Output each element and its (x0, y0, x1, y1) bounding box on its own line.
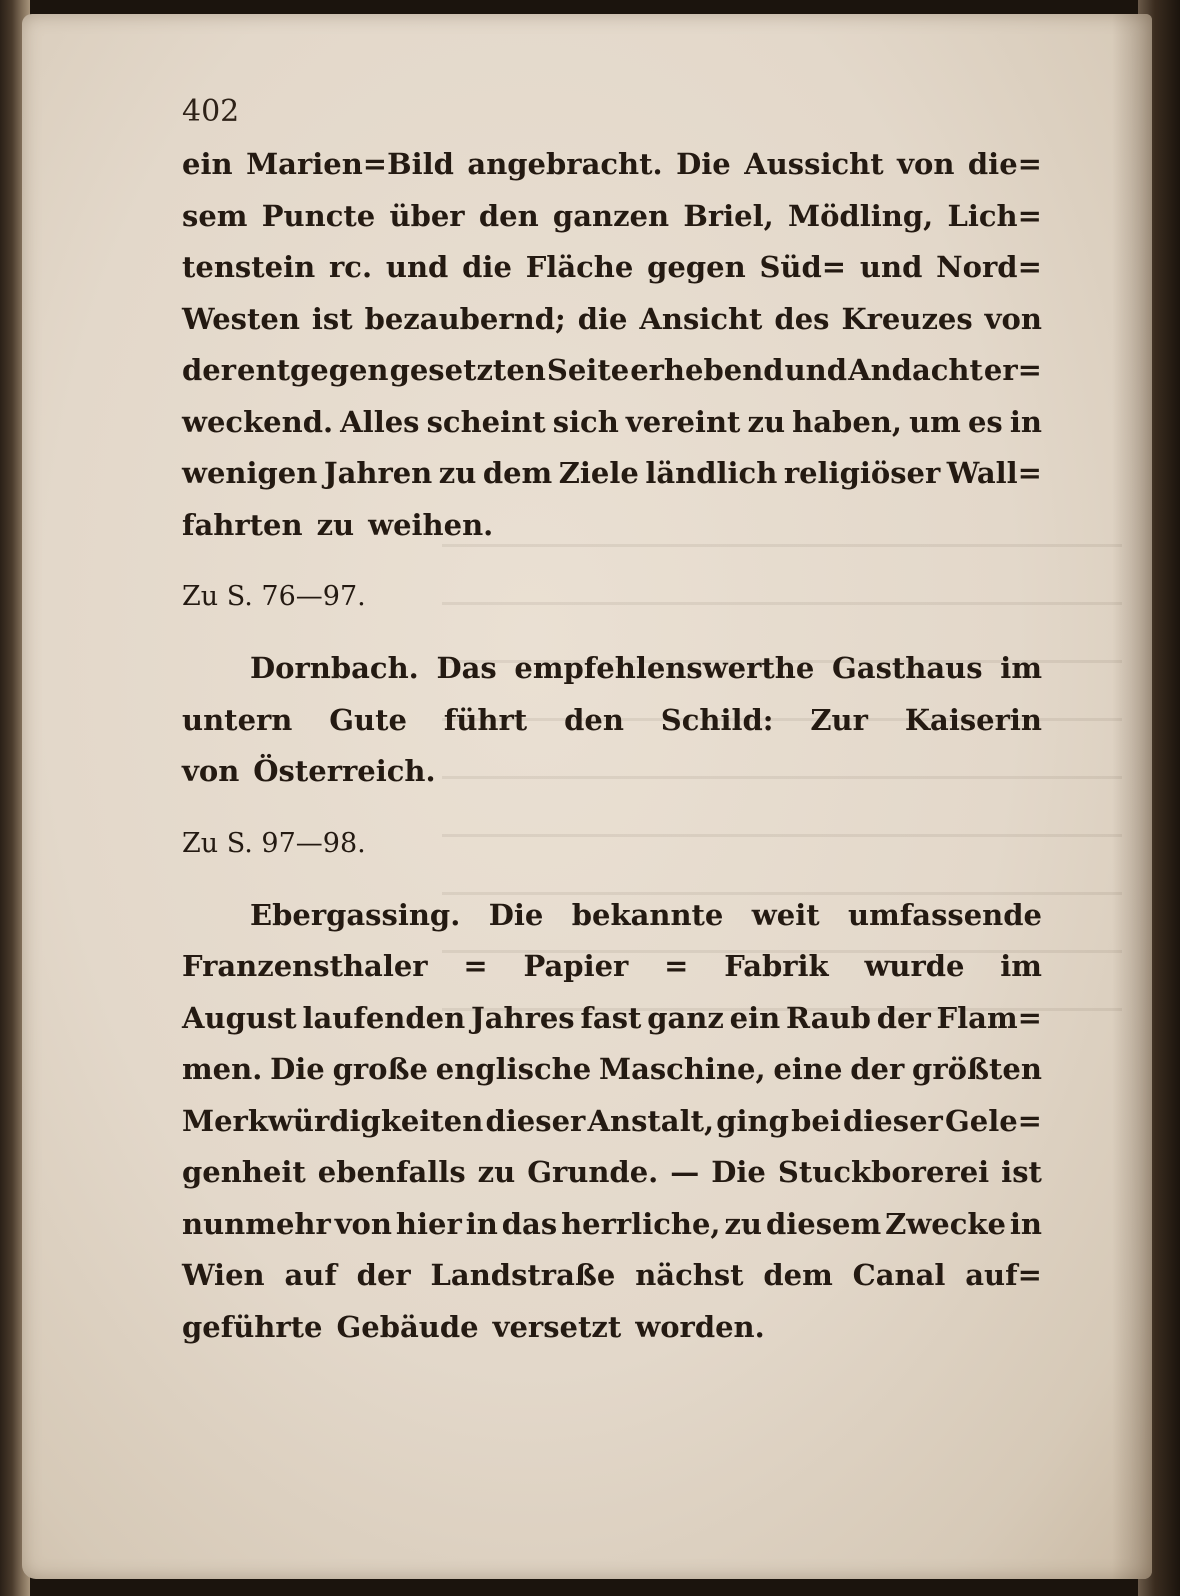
word: von (984, 301, 1042, 336)
word: Süd= (759, 250, 847, 284)
word: Die (711, 1155, 766, 1189)
word: zu (724, 1206, 763, 1241)
word: ländlich (645, 456, 778, 490)
word: Gasthaus (832, 651, 983, 685)
word: tenstein (182, 250, 316, 284)
word: laufenden (302, 1000, 466, 1035)
word: Anstalt, (587, 1103, 715, 1138)
word: zu (747, 404, 786, 439)
word: gesetzten (389, 353, 546, 387)
word: Papier (523, 949, 629, 983)
word: Canal (852, 1258, 946, 1292)
text-line (182, 1044, 1042, 1096)
word: erhebend (630, 353, 784, 387)
word: = (664, 949, 689, 983)
word: dieser (843, 1103, 943, 1138)
word: diesem (765, 1206, 882, 1241)
word: ganzen (552, 198, 670, 233)
word: Maschine, (598, 1052, 766, 1086)
text-line (182, 500, 1042, 552)
word: um (909, 404, 961, 439)
text-line (182, 139, 1042, 191)
word: bei (791, 1103, 841, 1138)
word: Österreich. (253, 754, 436, 788)
word: der (850, 1052, 905, 1086)
spine-shadow (1112, 14, 1152, 1579)
word: weit (751, 897, 820, 932)
word: zu (438, 456, 477, 490)
word: Gele= (945, 1103, 1042, 1138)
word: Zur (810, 702, 868, 737)
word: vereint (625, 404, 741, 439)
word: Mödling, (787, 198, 934, 233)
word: genheit (182, 1155, 306, 1189)
word: Fabrik (724, 949, 829, 983)
word: Wall= (946, 456, 1042, 490)
word: Gebäude (336, 1309, 479, 1344)
text-line (182, 1199, 1042, 1251)
paragraph (182, 139, 1042, 551)
word: Die (270, 1052, 325, 1086)
word: empfehlenswerthe (514, 651, 815, 685)
word: — (670, 1155, 700, 1189)
word: und (784, 353, 848, 387)
word: Kreuzes (841, 301, 973, 336)
word: über (389, 198, 465, 233)
text-line (182, 941, 1042, 993)
word: Jahren (323, 456, 433, 490)
word: ein (182, 147, 233, 181)
word: des (774, 301, 830, 336)
word: bezaubernd; (364, 301, 566, 336)
word: Flam= (936, 1000, 1042, 1035)
word: Ansicht (639, 301, 763, 336)
word: ist (1001, 1155, 1042, 1189)
word: und (385, 250, 449, 284)
word: Ebergassing. (250, 897, 461, 932)
word: angebracht. (467, 147, 663, 181)
word: Kaiserin (904, 702, 1042, 737)
book-page (22, 14, 1152, 1579)
word: religiöser (783, 456, 941, 490)
word: Puncte (261, 198, 376, 233)
word: Raub (786, 1000, 871, 1035)
word: men. (182, 1052, 263, 1086)
word: Marien=Bild (246, 147, 454, 181)
word: geführte (182, 1309, 323, 1344)
word: zu (316, 507, 355, 542)
word: Landstraße (430, 1258, 616, 1292)
word: von (897, 147, 955, 181)
text-line (182, 1250, 1042, 1302)
word: auf= (965, 1258, 1042, 1292)
word: hier (395, 1206, 462, 1241)
text-line (182, 993, 1042, 1045)
word: den (564, 702, 624, 737)
text-line (182, 695, 1042, 747)
text-line (182, 448, 1042, 500)
word: das (501, 1206, 558, 1241)
word: von (334, 1206, 392, 1241)
word: führt (443, 702, 528, 737)
word: Seite (546, 353, 630, 387)
word: nunmehr (182, 1206, 331, 1241)
word: es (967, 404, 1003, 439)
word: dieser (485, 1103, 586, 1138)
word: in (465, 1206, 498, 1241)
word: worden. (635, 1309, 765, 1344)
word: = (463, 949, 488, 983)
word: ein (729, 1000, 781, 1035)
word: sich (552, 404, 619, 439)
text-line (182, 746, 1042, 798)
page-text (182, 94, 1042, 1353)
word: Briel, (683, 198, 774, 233)
word: Fläche (525, 250, 634, 284)
text-line (182, 643, 1042, 695)
word: zu (477, 1155, 516, 1189)
word: Schild: (660, 702, 774, 737)
word: ist (311, 301, 353, 336)
word: im (1000, 949, 1042, 983)
word: eine (773, 1052, 843, 1086)
word: der (356, 1258, 411, 1292)
word: weihen. (368, 507, 494, 542)
word: sem (182, 198, 248, 233)
word: Gute (329, 702, 407, 737)
word: wurde (864, 949, 965, 983)
text-line (182, 1302, 1042, 1354)
word: Nord= (936, 250, 1042, 284)
word: Die (488, 897, 544, 932)
word: auf (284, 1258, 337, 1292)
word: die (462, 250, 512, 284)
text-line (182, 345, 1042, 397)
word: Das (436, 651, 497, 685)
word: wenigen (182, 456, 318, 490)
word: Ziele (558, 456, 639, 490)
word: Wien (182, 1258, 265, 1292)
word: Lich= (947, 198, 1042, 233)
word: dem (763, 1258, 833, 1292)
text-line (182, 294, 1042, 346)
text-line (182, 191, 1042, 243)
word: die (577, 301, 628, 336)
word: englische (435, 1052, 592, 1086)
word: versetzt (492, 1309, 622, 1344)
word: Stuckborerei (777, 1155, 990, 1189)
word: gegen (647, 250, 746, 284)
text-line (182, 397, 1042, 449)
word: Die (676, 147, 731, 181)
word: in (1009, 1206, 1042, 1241)
word: von (182, 754, 240, 788)
word: scheint (426, 404, 546, 439)
word: der (876, 1000, 931, 1035)
word: er= (983, 353, 1042, 387)
paragraph (182, 890, 1042, 1354)
word: Alles (340, 404, 420, 439)
word: große (332, 1052, 428, 1086)
word: rc. (329, 250, 373, 284)
word: umfassende (848, 897, 1042, 932)
word: und (859, 250, 923, 284)
word: untern (182, 702, 293, 737)
word: herrliche, (561, 1206, 721, 1241)
word: Andacht (848, 353, 983, 387)
word: ganz (647, 1000, 724, 1035)
word: bekannte (571, 897, 724, 932)
word: haben, (792, 404, 902, 439)
word: August (182, 1000, 297, 1035)
section-reference: Zu S. 76—97. (182, 581, 366, 612)
word: Merkwürdigkeiten (182, 1103, 484, 1138)
word: Grunde. (527, 1155, 659, 1189)
word: die= (967, 147, 1042, 181)
text-line (182, 890, 1042, 942)
word: ging (716, 1103, 789, 1138)
word: dem (482, 456, 553, 490)
section-reference: Zu S. 97—98. (182, 827, 366, 859)
word: Franzensthaler (182, 949, 428, 983)
word: in (1009, 404, 1042, 439)
text-line (182, 242, 1042, 294)
word: Jahres (470, 1000, 575, 1035)
word: fahrten (182, 507, 303, 542)
word: weckend. (182, 404, 334, 439)
word: entgegen (237, 353, 389, 387)
word: ebenfalls (317, 1155, 466, 1189)
text-line (182, 1147, 1042, 1199)
text-blocks (182, 139, 1042, 1353)
word: fast (580, 1000, 642, 1035)
word: Aussicht (744, 147, 884, 181)
paragraph (182, 643, 1042, 798)
text-line (182, 1096, 1042, 1148)
word: größten (912, 1052, 1042, 1086)
word: den (478, 198, 539, 233)
word: Westen (182, 301, 300, 336)
word: nächst (635, 1258, 744, 1292)
page-number: 402 (182, 94, 240, 129)
word: im (1000, 651, 1042, 685)
word: Zwecke (885, 1206, 1006, 1241)
word: Dornbach. (250, 651, 419, 685)
word: der (182, 353, 237, 387)
